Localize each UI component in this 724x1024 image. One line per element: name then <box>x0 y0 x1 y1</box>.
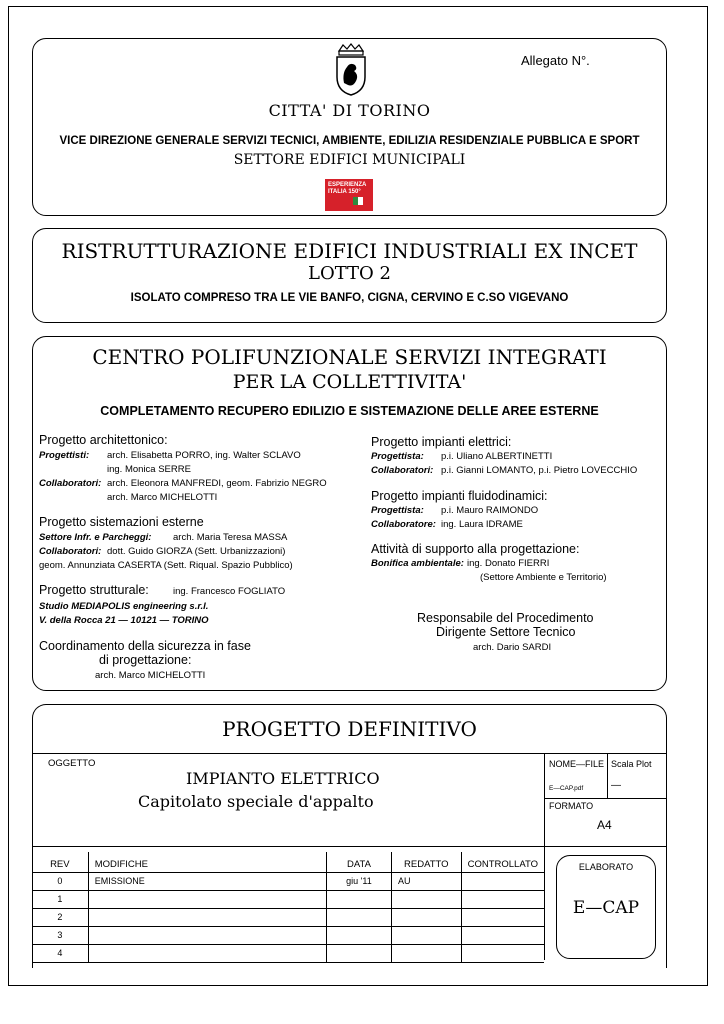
centro-title-1: CENTRO POLIFUNZIONALE SERVIZI INTEGRATI <box>92 345 607 369</box>
modifiche-cell: EMISSIONE <box>88 872 326 890</box>
elet-progettista: p.i. Uliano ALBERTINETTI <box>441 451 553 462</box>
table-row <box>32 890 544 908</box>
elet-heading: Progetto impianti elettrici: <box>371 435 512 449</box>
right-panel-divider <box>544 753 545 960</box>
controllato-header: CONTROLLATO <box>461 852 544 872</box>
formato-divider <box>544 798 667 799</box>
scala-value: — <box>611 780 621 791</box>
oggetto-line-2: Capitolato speciale d'appalto <box>138 792 374 811</box>
table-row <box>32 944 544 962</box>
formato-label: FORMATO <box>549 801 594 811</box>
strut-name: ing. Francesco FOGLIATO <box>173 586 286 597</box>
controllato-cell <box>461 908 544 926</box>
redatto-cell <box>392 908 462 926</box>
sist-collab-2: geom. Annunziata CASERTA (Sett. Riqual. Spazio Pubblico) <box>39 560 293 571</box>
rev-header: REV <box>32 852 88 872</box>
modifiche-cell <box>88 908 326 926</box>
elaborato-box <box>556 855 656 959</box>
arch-collab-1: arch. Eleonora MANFREDI, geom. Fabrizio NEGRO <box>107 478 327 489</box>
data-cell <box>326 926 391 944</box>
allegato-label: Allegato N°. <box>521 53 590 68</box>
modifiche-cell <box>88 926 326 944</box>
resp-line-2: Dirigente Settore Tecnico <box>436 625 576 639</box>
scala-label: Scala Plot <box>611 759 652 769</box>
supp-bonifica-2: (Settore Ambiente e Territorio) <box>480 572 607 583</box>
direzione-text: VICE DIREZIONE GENERALE SERVIZI TECNICI, AMBIENTE, EDILIZIA RESIDENZIALE PUBBLICA E SPORT <box>59 135 640 147</box>
fluid-collab-label: Collaboratore: <box>371 519 436 530</box>
revision-divider <box>32 846 544 847</box>
nomefile-label: NOME—FILE <box>549 759 605 769</box>
table-row <box>32 908 544 926</box>
centro-title-2: PER LA COLLETTIVITA' <box>232 371 467 393</box>
coord-name: arch. Marco MICHELOTTI <box>95 670 206 681</box>
revision-table <box>32 852 544 963</box>
strut-heading: Progetto strutturale: <box>39 583 149 597</box>
strut-studio: Studio MEDIAPOLIS engineering s.r.l. <box>39 601 209 612</box>
table-row <box>32 926 544 944</box>
rev-cell: 1 <box>32 890 88 908</box>
nomefile-value: E—CAP.pdf <box>549 785 584 792</box>
rev-cell: 2 <box>32 908 88 926</box>
elet-progettista-label: Progettista: <box>371 451 424 462</box>
sist-settore: arch. Maria Teresa MASSA <box>173 532 288 543</box>
arch-heading: Progetto architettonico: <box>39 433 168 447</box>
redatto-header: REDATTO <box>392 852 462 872</box>
fluid-collab: ing. Laura IDRAME <box>441 519 523 530</box>
modifiche-header: MODIFICHE <box>88 852 326 872</box>
project-title-1: RISTRUTTURAZIONE EDIFICI INDUSTRIALI EX INCET <box>61 239 638 263</box>
settore-text: SETTORE EDIFICI MUNICIPALI <box>233 152 466 168</box>
rev-cell: 0 <box>32 872 88 890</box>
table-row <box>32 872 544 890</box>
controllato-cell <box>461 872 544 890</box>
city-name: CITTA' DI TORINO <box>268 101 431 120</box>
project-box <box>32 228 667 323</box>
esperienza-italia-logo <box>325 179 373 211</box>
centro-box <box>32 336 667 691</box>
revision-header-row <box>32 852 544 872</box>
resp-name: arch. Dario SARDI <box>473 642 552 653</box>
elaborato-label: ELABORATO <box>578 862 634 872</box>
data-cell <box>326 944 391 962</box>
redatto-cell <box>392 926 462 944</box>
fluid-heading: Progetto impianti fluidodinamici: <box>371 489 548 503</box>
oggetto-label: OGGETTO <box>48 758 96 769</box>
rev-cell: 4 <box>32 944 88 962</box>
scala-divider <box>607 753 608 798</box>
data-header: DATA <box>326 852 391 872</box>
controllato-cell <box>461 890 544 908</box>
flag-icon <box>353 197 368 205</box>
data-cell: giu '11 <box>326 872 391 890</box>
coat-of-arms-icon <box>334 43 368 97</box>
elet-collab: p.i. Gianni LOMANTO, p.i. Pietro LOVECCHIO <box>441 465 638 476</box>
elaborato-value: E—CAP <box>572 898 640 918</box>
sist-heading: Progetto sistemazioni esterne <box>39 515 204 529</box>
project-title-2: LOTTO 2 <box>308 263 391 284</box>
supp-heading: Attività di supporto alla progettazione: <box>371 542 580 556</box>
titleblock-divider <box>32 753 667 754</box>
centro-subtitle: COMPLETAMENTO RECUPERO EDILIZIO E SISTEMAZIONE DELLE AREE ESTERNE <box>100 404 599 418</box>
header-box <box>32 38 667 216</box>
coord-heading-1: Coordinamento della sicurezza in fase <box>39 639 251 653</box>
elet-collab-label: Collaboratori: <box>371 465 434 476</box>
logo-text-1: ESPERIENZA <box>328 182 367 188</box>
data-cell <box>326 908 391 926</box>
formato-value: A4 <box>597 818 612 832</box>
arch-collab-label: Collaboratori: <box>39 478 102 489</box>
oggetto-line-1: IMPIANTO ELETTRICO <box>186 769 380 788</box>
supp-bonifica-1: ing. Donato FIERRI <box>467 558 550 569</box>
strut-address: V. della Rocca 21 — 10121 — TORINO <box>39 615 209 626</box>
sist-collab-label: Collaboratori: <box>39 546 102 557</box>
redatto-cell <box>392 890 462 908</box>
fluid-progettista: p.i. Mauro RAIMONDO <box>441 505 539 516</box>
redatto-cell: AU <box>392 872 462 890</box>
supp-bonifica-label: Bonifica ambientale: <box>371 558 464 569</box>
logo-text-2: ITALIA 150° <box>328 189 361 195</box>
rev-cell: 3 <box>32 926 88 944</box>
sist-settore-label: Settore Infr. e Parcheggi: <box>39 532 152 543</box>
resp-line-1: Responsabile del Procedimento <box>417 611 594 625</box>
arch-progettisti-label: Progettisti: <box>39 450 90 461</box>
project-subtitle: ISOLATO COMPRESO TRA LE VIE BANFO, CIGNA, CERVINO E C.SO VIGEVANO <box>130 292 569 304</box>
elaborato-divider <box>544 846 667 847</box>
coord-heading-2: di progettazione: <box>99 653 192 667</box>
arch-collab-2: arch. Marco MICHELOTTI <box>107 492 218 503</box>
arch-progettisti-2: ing. Monica SERRE <box>107 464 191 475</box>
controllato-cell <box>461 944 544 962</box>
modifiche-cell <box>88 890 326 908</box>
phase-title: PROGETTO DEFINITIVO <box>222 717 477 741</box>
arch-progettisti-1: arch. Elisabetta PORRO, ing. Walter SCLAVO <box>107 450 301 461</box>
redatto-cell <box>392 944 462 962</box>
controllato-cell <box>461 926 544 944</box>
fluid-progettista-label: Progettista: <box>371 505 424 516</box>
data-cell <box>326 890 391 908</box>
modifiche-cell <box>88 944 326 962</box>
sist-collab-1: dott. Guido GIORZA (Sett. Urbanizzazioni) <box>107 546 286 557</box>
